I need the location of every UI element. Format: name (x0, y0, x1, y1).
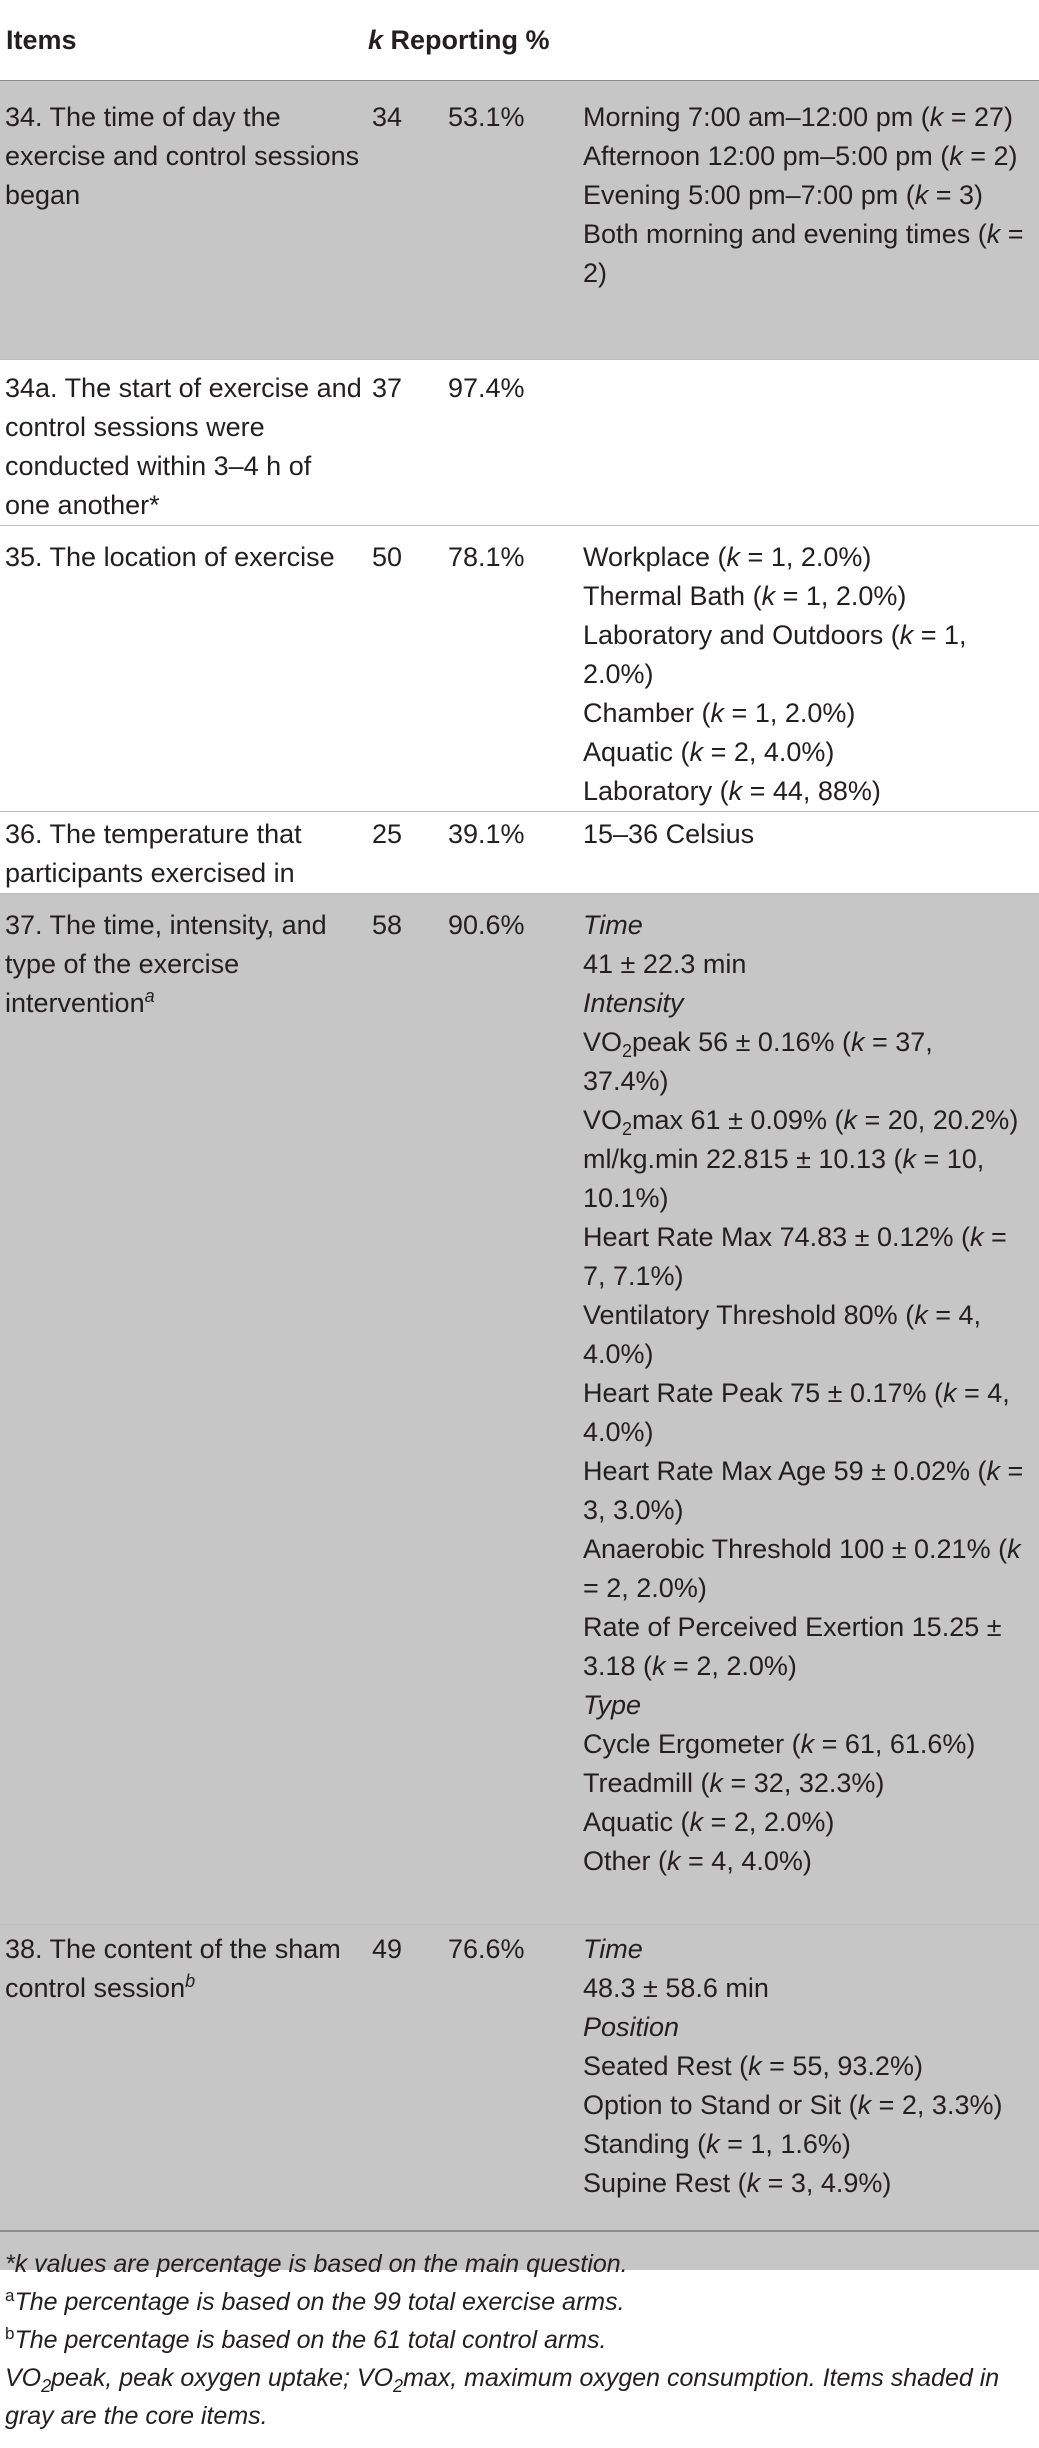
item-text: 37. The time, intensity, and type of the exercise intervention (5, 910, 327, 1018)
detail-line: Aquatic (k = 2, 2.0%) (583, 1807, 835, 1837)
item-cell: 36. The temperature that participants exercised in (0, 812, 368, 894)
item-cell (0, 894, 368, 1925)
detail-line: $VO_2\max$ 61 ± 0.09% (k = 20, 20.2%) (583, 1105, 1019, 1139)
detail-line: $VO_2peak$ 56 ± 0.16% (k = 37, 37.4%) (583, 1027, 933, 1096)
item-cell: 34. The time of day the exercise and control sessions began (0, 81, 368, 360)
detail-line: ml/kg.min 22.815 ± 10.13 (k = 10, 10.1%) (583, 1144, 985, 1213)
detail-line: Thermal Bath (k = 1, 2.0%) (583, 581, 907, 611)
header-reporting: Reporting % (390, 24, 550, 55)
footnote-b-mark: b (5, 2324, 15, 2343)
detail-line: 41 ± 22.3 min (583, 949, 747, 979)
detail-line: Heart Rate Max Age 59 ± 0.02% (k = 3, 3.0%) (583, 1456, 1024, 1525)
detail-line: Evening 5:00 pm–7:00 pm (k = 3) (583, 180, 983, 210)
footnote-a-mark: a (5, 2286, 15, 2305)
details-cell (579, 894, 1039, 1925)
footnote-b (5, 2321, 1039, 2359)
table-row (0, 81, 1039, 360)
details-cell (579, 81, 1039, 360)
footnote-marker: a (144, 986, 155, 1006)
k-cell: 37 (368, 360, 444, 526)
detail-line: Laboratory and Outdoors (k = 1, 2.0%) (583, 620, 967, 689)
detail-line: Option to Stand or Sit (k = 2, 3.3%) (583, 2090, 1003, 2120)
footnote-a (5, 2283, 1039, 2321)
k-cell: 50 (368, 526, 444, 812)
detail-line: Other (k = 4, 4.0%) (583, 1846, 812, 1876)
detail-line: Aquatic (k = 2, 4.0%) (583, 737, 835, 767)
detail-line: Rate of Perceived Exertion 15.25 ± 3.18 (k = 2, 2.0%) (583, 1612, 1002, 1681)
table-header-row (0, 0, 1039, 81)
header-k: k (368, 24, 384, 55)
detail-line: 15–36 Celsius (583, 819, 755, 849)
detail-subheading: Type (583, 1690, 642, 1720)
detail-line: 48.3 ± 58.6 min (583, 1973, 769, 2003)
detail-line: Chamber (k = 1, 2.0%) (583, 698, 856, 728)
footnote-a-text: The percentage is based on the 99 total exercise arms. (14, 2288, 625, 2316)
detail-line: Heart Rate Peak 75 ± 0.17% (k = 4, 4.0%) (583, 1378, 1010, 1447)
pct-cell: 97.4% (444, 360, 579, 526)
table-row (0, 1925, 1039, 2270)
detail-line: Laboratory (k = 44, 88%) (583, 776, 881, 806)
detail-line: Ventilatory Threshold 80% (k = 4, 4.0%) (583, 1300, 981, 1369)
table-footnotes (0, 2230, 1039, 2435)
detail-line: Heart Rate Max 74.83 ± 0.12% (k = 7, 7.1%) (583, 1222, 1007, 1291)
footnote-b-text: The percentage is based on the 61 total control arms. (14, 2326, 607, 2354)
item-cell: 35. The location of exercise (0, 526, 368, 812)
k-cell: 49 (368, 1925, 444, 2270)
detail-line: Anaerobic Threshold 100 ± 0.21% (k = 2, 2.0%) (583, 1534, 1021, 1603)
pct-cell: 78.1% (444, 526, 579, 812)
k-cell: 25 (368, 812, 444, 894)
detail-subheading: Time (583, 1934, 643, 1964)
detail-line: Workplace (k = 1, 2.0%) (583, 542, 872, 572)
k-cell: 58 (368, 894, 444, 1925)
pct-cell: 76.6% (444, 1925, 579, 2270)
detail-line: Treadmill (k = 32, 32.3%) (583, 1768, 885, 1798)
header-items: Items (0, 0, 368, 81)
detail-subheading: Intensity (583, 988, 684, 1018)
pct-cell: 53.1% (444, 81, 579, 360)
details-cell (579, 812, 1039, 894)
table-row (0, 360, 1039, 526)
pct-cell: 39.1% (444, 812, 579, 894)
k-cell: 34 (368, 81, 444, 360)
table-row (0, 894, 1039, 1925)
detail-line: Standing (k = 1, 1.6%) (583, 2129, 851, 2159)
details-cell (579, 1925, 1039, 2270)
detail-line: Supine Rest (k = 3, 4.9%) (583, 2168, 892, 2198)
detail-line: Both morning and evening times (k = 2) (583, 219, 1024, 288)
details-cell (579, 360, 1039, 526)
detail-line: Afternoon 12:00 pm–5:00 pm (k = 2) (583, 141, 1018, 171)
details-cell (579, 526, 1039, 812)
header-k-reporting (368, 0, 1039, 81)
pct-cell: 90.6% (444, 894, 579, 1925)
footnote-marker: b (185, 1971, 196, 1991)
detail-line: Morning 7:00 am–12:00 pm (k = 27) (583, 102, 1013, 132)
footnote-abbreviations: $VO_2peak$, peak oxygen uptake; $VO_2\max$, maximum oxygen consumption. Items shaded in gray are the core items. (5, 2364, 1000, 2430)
item-text: 38. The content of the sham control session (5, 1934, 341, 2003)
detail-line: Seated Rest (k = 55, 93.2%) (583, 2051, 923, 2081)
footnote-star: *k values are percentage is based on the main question. (5, 2250, 628, 2278)
item-cell: 34a. The start of exercise and control sessions were conducted within 3–4 h of one another* (0, 360, 368, 526)
item-cell (0, 1925, 368, 2270)
detail-subheading: Position (583, 2012, 680, 2042)
detail-line: Cycle Ergometer (k = 61, 61.6%) (583, 1729, 976, 1759)
detail-subheading: Time (583, 910, 643, 940)
table-row (0, 526, 1039, 812)
table-row (0, 812, 1039, 894)
